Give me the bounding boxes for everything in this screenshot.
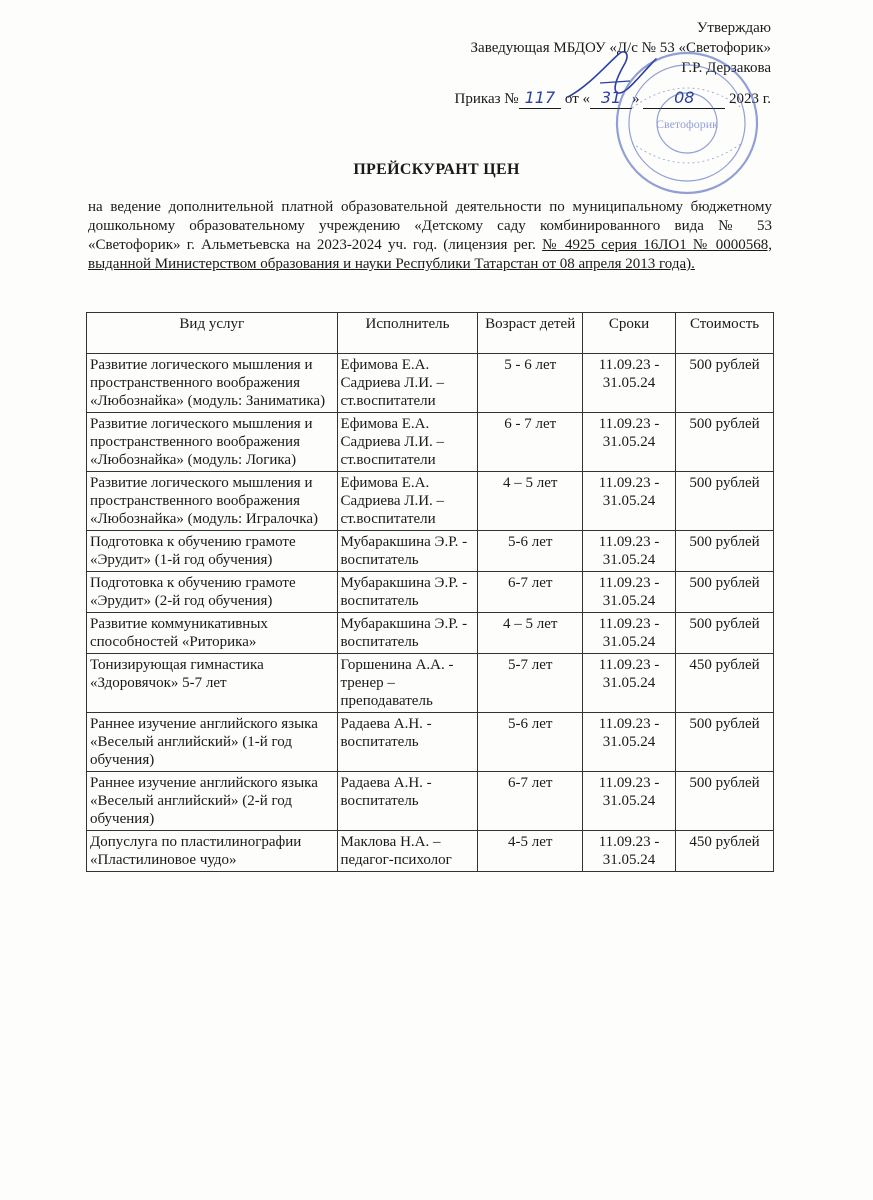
term-start: 11.09.23 - [598,534,660,550]
header-service: Вид услуг [87,313,338,354]
term-end: 31.05.24 [602,434,656,450]
order-month: 08 [643,88,725,109]
stamp-text: Светофорик [655,117,719,131]
order-number: 117 [519,88,562,109]
table-row [87,713,774,772]
order-prefix: Приказ № [454,91,519,107]
service-cell: Подготовка к обучению грамоте «Эрудит» (2-й год обучения) [87,572,338,613]
table-row [87,531,774,572]
term-start: 11.09.23 - [598,575,660,591]
service-cell: Развитие коммуникативных способностей «Риторика» [87,613,338,654]
term-end: 31.05.24 [602,375,656,391]
executor-cell: Ефимова Е.А. Садриева Л.И. – ст.воспитатели [337,413,478,472]
service-cell: Развитие логического мышления и пространственного воображения «Любознайка» (модуль: Заниматика) [87,354,338,413]
table-header-row [87,313,774,354]
order-day: 31 [590,88,632,109]
service-cell: Подготовка к обучению грамоте «Эрудит» (1-й год обучения) [87,531,338,572]
service-cell: Развитие логического мышления и пространственного воображения «Любознайка» (модуль: Игралочка) [87,472,338,531]
term-cell [582,713,675,772]
term-cell [582,831,675,872]
executor-cell: Горшенина А.А. - тренер – преподаватель [337,654,478,713]
term-cell [582,413,675,472]
age-cell: 4-5 лет [478,831,583,872]
service-cell: Раннее изучение английского языка «Веселый английский» (1-й год обучения) [87,713,338,772]
table-row [87,654,774,713]
cost-cell: 500 рублей [676,572,774,613]
cost-cell: 500 рублей [676,613,774,654]
term-end: 31.05.24 [602,852,656,868]
cost-cell: 500 рублей [676,772,774,831]
table-body [87,354,774,872]
intro-license-text: № 4925 серия 16ЛО1 № 0000568, выданной Министерством образования и науки Республики Татарстан от 08 апреля 2013 года). [88,237,772,272]
table-row [87,831,774,872]
term-start: 11.09.23 - [598,657,660,673]
executor-cell: Мубаракшина Э.Р. - воспитатель [337,613,478,654]
age-cell: 5 - 6 лет [478,354,583,413]
term-start: 11.09.23 - [598,475,660,491]
term-cell [582,613,675,654]
service-cell: Тонизирующая гимнастика «Здоровячок» 5-7 лет [87,654,338,713]
term-start: 11.09.23 - [598,416,660,432]
executor-cell: Мубаракшина Э.Р. - воспитатель [337,531,478,572]
term-end: 31.05.24 [602,793,656,809]
cost-cell: 500 рублей [676,354,774,413]
term-start: 11.09.23 - [598,775,660,791]
age-cell: 6-7 лет [478,572,583,613]
header-executor: Исполнитель [337,313,478,354]
executor-cell: Радаева А.Н. - воспитатель [337,713,478,772]
term-end: 31.05.24 [602,634,656,650]
service-cell: Раннее изучение английского языка «Веселый английский» (2-й год обучения) [87,772,338,831]
age-cell: 5-7 лет [478,654,583,713]
term-end: 31.05.24 [602,675,656,691]
approved-label: Утверждаю [696,20,771,36]
header-age: Возраст детей [478,313,583,354]
term-end: 31.05.24 [602,734,656,750]
table-row [87,613,774,654]
age-cell: 4 – 5 лет [478,472,583,531]
cost-cell: 450 рублей [676,831,774,872]
table-row [87,354,774,413]
term-end: 31.05.24 [602,552,656,568]
term-cell [582,772,675,831]
term-cell [582,654,675,713]
table-row [87,572,774,613]
age-cell: 5-6 лет [478,531,583,572]
table-row [87,472,774,531]
term-start: 11.09.23 - [598,834,660,850]
age-cell: 6 - 7 лет [478,413,583,472]
document-title: ПРЕЙСКУРАНТ ЦЕН [353,161,520,178]
term-end: 31.05.24 [602,493,656,509]
table-row [87,413,774,472]
table-row [87,772,774,831]
header-term: Сроки [582,313,675,354]
intro-text: на ведение дополнительной платной образовательной деятельности по муниципальному бюджетному дошкольному образовательному учреждению «Детскому саду комбинированного вида № 53 «Светофорик» г. Альметьевска на 2023-2024 уч. год. (лицензия рег. [88,199,772,253]
order-day-close: » [632,91,640,107]
executor-cell: Маклова Н.А. – педагог-психолог [337,831,478,872]
cost-cell: 500 рублей [676,531,774,572]
cost-cell: 500 рублей [676,413,774,472]
term-cell [582,472,675,531]
cost-cell: 450 рублей [676,654,774,713]
head-name: Г.Р. Дерзакова [681,60,771,76]
term-cell [582,354,675,413]
head-position: Заведующая МБДОУ «Д/с № 53 «Светофорик» [470,40,771,56]
cost-cell: 500 рублей [676,472,774,531]
intro-paragraph [88,198,772,274]
executor-cell: Ефимова Е.А. Садриева Л.И. – ст.воспитатели [337,472,478,531]
executor-cell: Радаева А.Н. - воспитатель [337,772,478,831]
order-from: от « [564,91,591,107]
service-cell: Развитие логического мышления и пространственного воображения «Любознайка» (модуль: Логика) [87,413,338,472]
term-cell [582,572,675,613]
term-start: 11.09.23 - [598,616,660,632]
executor-cell: Мубаракшина Э.Р. - воспитатель [337,572,478,613]
age-cell: 6-7 лет [478,772,583,831]
executor-cell: Ефимова Е.А. Садриева Л.И. – ст.воспитатели [337,354,478,413]
service-cell: Допуслуга по пластилинографии «Пластилиновое чудо» [87,831,338,872]
header-cost: Стоимость [676,313,774,354]
price-table [86,312,774,872]
age-cell: 4 – 5 лет [478,613,583,654]
term-end: 31.05.24 [602,593,656,609]
term-cell [582,531,675,572]
order-year: 2023 г. [729,91,771,107]
cost-cell: 500 рублей [676,713,774,772]
term-start: 11.09.23 - [598,716,660,732]
age-cell: 5-6 лет [478,713,583,772]
term-start: 11.09.23 - [598,357,660,373]
